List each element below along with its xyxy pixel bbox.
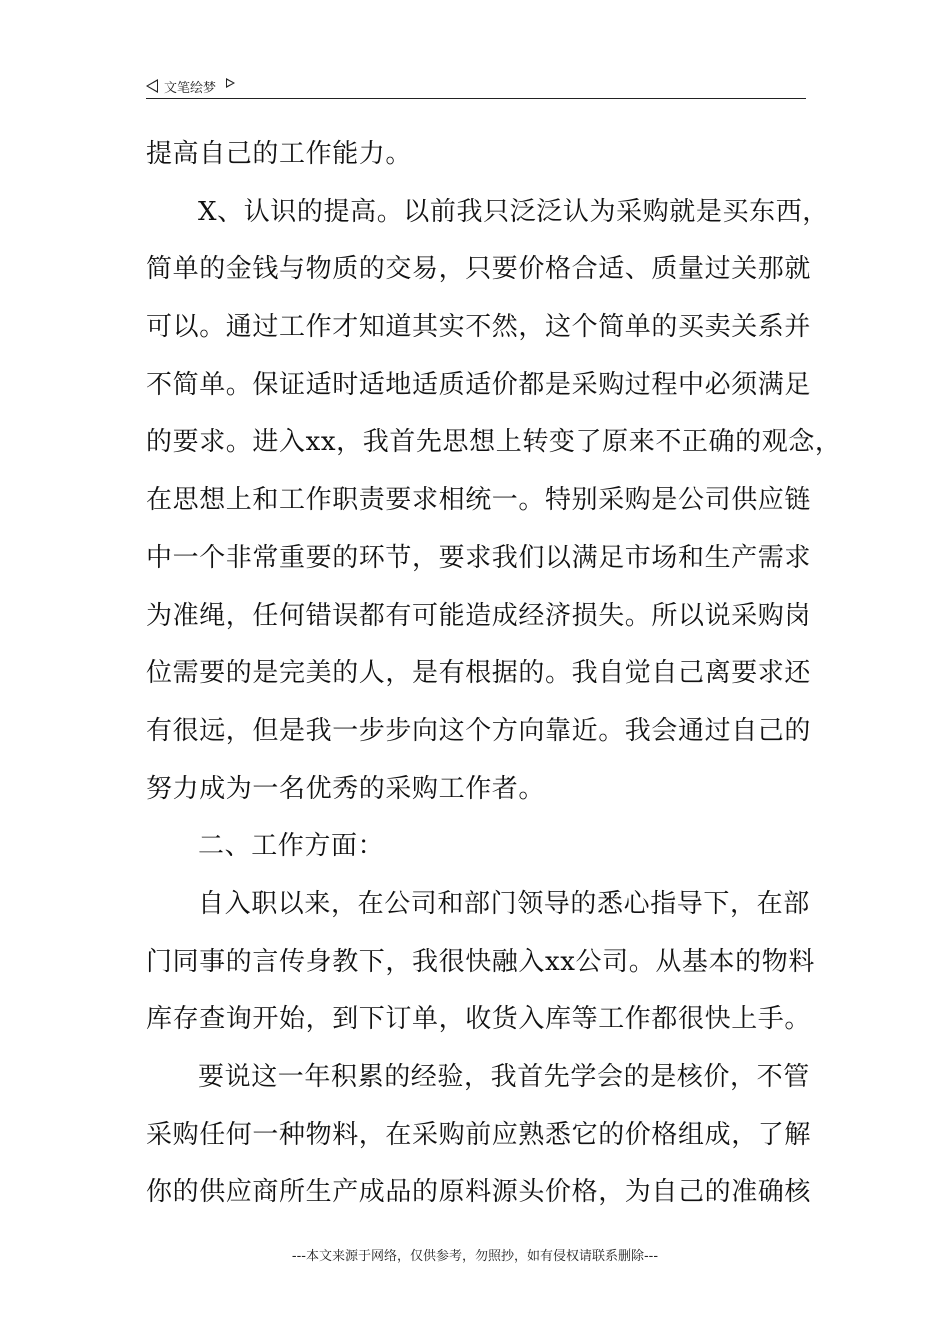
text-line: 不简单。保证适时适地适质适价都是采购过程中必须满足 [146, 369, 812, 400]
text-line: X、认识的提高。以前我只泛泛认为采购就是买东西， [198, 196, 829, 227]
left-triangle-icon [146, 79, 158, 93]
section-heading: 二、工作方面： [198, 831, 385, 862]
text-line: 有很远，但是我一步步向这个方向靠近。我会通过自己的 [146, 715, 812, 746]
text-line: 采购任何一种物料，在采购前应熟悉它的价格组成，了解 [146, 1119, 812, 1150]
text-line: 要说这一年积累的经验，我首先学会的是核价，不管 [198, 1062, 810, 1092]
text-line: 在思想上和工作职责要求相统一。特别采购是公司供应链 [146, 485, 812, 516]
document-body [146, 126, 842, 1222]
text-line: 努力成为一名优秀的采购工作者。 [146, 773, 546, 804]
text-line: 你的供应商所生产成品的原料源头价格，为自己的准确核 [146, 1177, 812, 1208]
text-line: 为准绳，任何错误都有可能造成经济损失。所以说采购岗 [146, 600, 812, 631]
text-line: 门同事的言传身教下，我很快融入xx公司。从基本的物料 [146, 946, 815, 977]
right-triangle-icon [226, 78, 235, 88]
text-line: 可以。通过工作才知道其实不然，这个简单的买卖关系并 [146, 312, 812, 343]
page-header [146, 74, 806, 99]
text-line: 中一个非常重要的环节，要求我们以满足市场和生产需求 [146, 542, 812, 573]
text-line: 库存查询开始，到下订单，收货入库等工作都很快上手。 [146, 1004, 812, 1035]
header-title: 文笔绘梦 [164, 80, 217, 96]
page-footer: ---本文来源于网络，仅供参考，勿照抄，如有侵权请联系删除--- [291, 1249, 659, 1264]
text-line: 位需要的是完美的人，是有根据的。我自觉自己离要求还 [146, 658, 812, 689]
text-line: 自入职以来，在公司和部门领导的悉心指导下，在部 [198, 888, 810, 919]
text-line: 的要求。进入xx，我首先思想上转变了原来不正确的观念， [146, 427, 842, 458]
text-line: 简单的金钱与物质的交易，只要价格合适、质量过关那就 [146, 254, 812, 285]
text-line: 提高自己的工作能力。 [146, 139, 413, 169]
